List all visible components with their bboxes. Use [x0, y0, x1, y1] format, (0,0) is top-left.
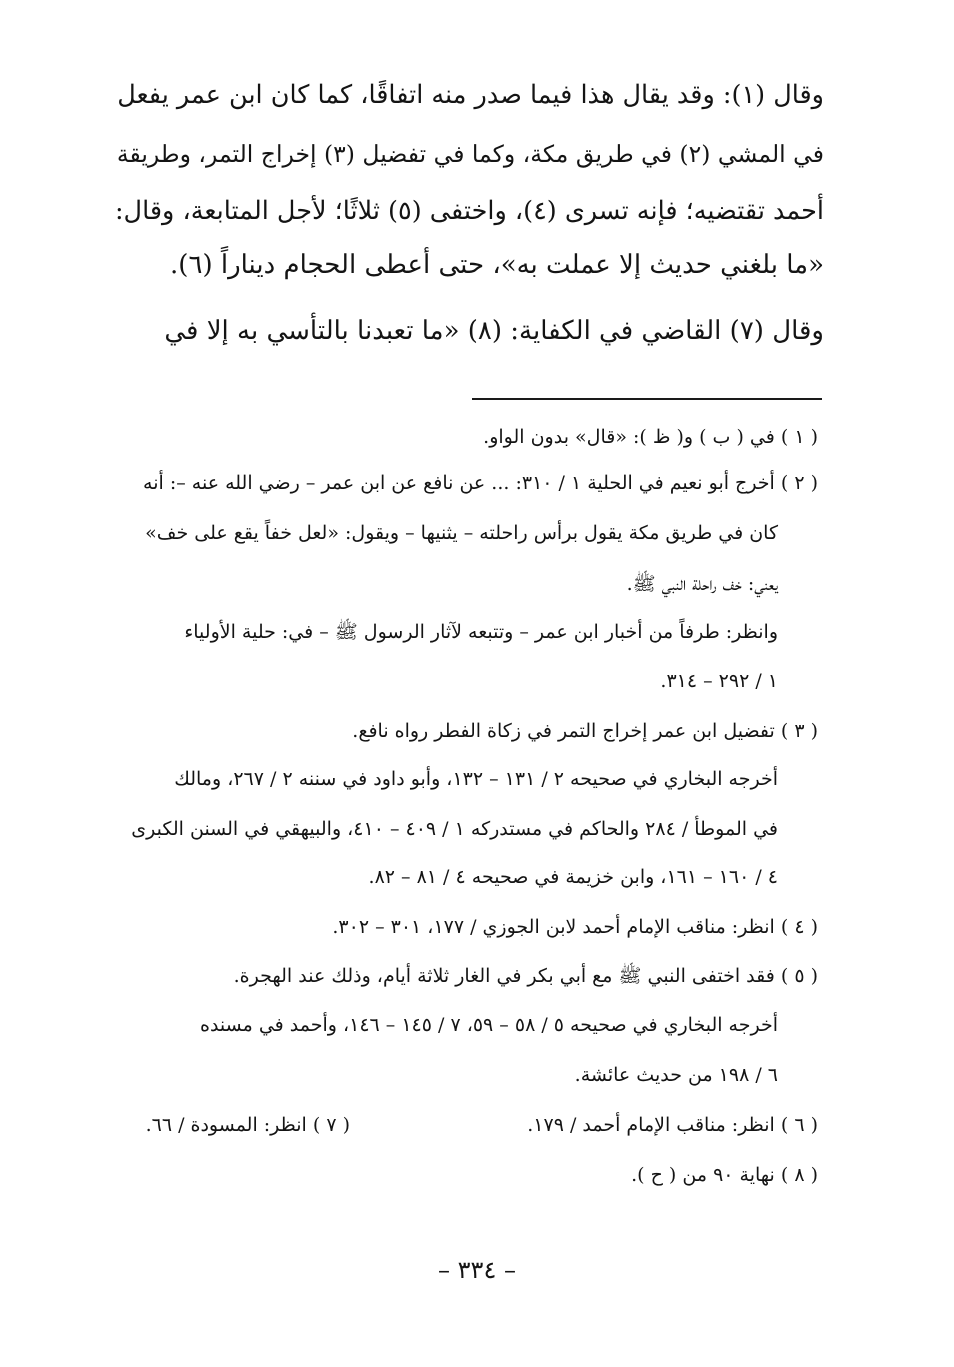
footnote-3-continuation: ٤ / ١٦٠ – ١٦١، وابن خزيمة في صحيحه ٤ / ٨١ – ٨٢. — [368, 866, 778, 888]
main-text-line-4: «ما بلغني حديث إلا عملت به»، حتى أعطى الحجام ديناراً (٦). — [170, 250, 824, 280]
footnote-5: ( ٥ ) فقد اختفى النبي ﷺ مع أبي بكر في الغار ثلاثة أيام، وذلك عند الهجرة. — [233, 965, 818, 987]
footnote-2: ( ٢ ) أخرج أبو نعيم في الحلية ١ / ٣١٠: ... عن نافع عن ابن عمر – رضي الله عنه –: أنه — [143, 472, 818, 494]
footnote-1: ( ١ ) في ( ب ) و( ظ ): «قال» بدون الواو. — [483, 426, 818, 448]
main-text-line-5: وقال (٧) القاضي في الكفاية: (٨) «ما تعبدنا بالتأسي به إلا في — [164, 316, 824, 346]
footnote-4: ( ٤ ) انظر: مناقب الإمام أحمد لابن الجوزي / ١٧٧، ٣٠١ – ٣٠٢. — [332, 916, 818, 938]
footnote-2-continuation: وانظر: طرفاً من أخبار ابن عمر – وتتبعه لآثار الرسول ﷺ – في: حلية الأولياء — [184, 621, 778, 643]
main-text-line-2: في المشي (٢) في طريق مكة، وكما في تفضيل (٣) إخراج التمر، وطريقة — [116, 140, 824, 168]
footnote-3-continuation: في الموطأ / ٢٨٤ والحاكم في مستدركه ١ / ٤٠٩ – ٤١٠، والبيهقي في السنن الكبرى — [131, 818, 778, 840]
main-text-line-1: وقال (١): وقد يقال هذا فيما صدر منه اتفاقًا، كما كان ابن عمر يفعل — [117, 80, 824, 110]
footnote-2-continuation: ١ / ٢٩٢ – ٣١٤. — [660, 670, 778, 692]
footnote-7: ( ٧ ) انظر: المسودة / ٦٦. — [145, 1114, 350, 1136]
footnote-6: ( ٦ ) انظر: مناقب الإمام أحمد / ١٧٩. — [527, 1114, 818, 1136]
footnote-8: ( ٨ ) نهاية ٩٠ من ( ح ). — [631, 1164, 818, 1186]
main-text-line-3: أحمد تقتضيه؛ فإنه تسرى (٤)، واختفى (٥) ثلاثًا؛ لأجل المتابعة، وقال: — [114, 196, 824, 226]
page-number: – ٣٣٤ – — [438, 1256, 516, 1284]
footnote-2-continuation: كان في طريق مكة يقول برأس راحلته – يثنيها – ويقول: «لعل خفاً يقع على خف» — [145, 522, 778, 544]
footnote-3: ( ٣ ) تفضيل ابن عمر إخراج التمر في زكاة الفطر رواه نافع. — [352, 720, 818, 742]
footnote-2-continuation: يعني: خف راحلة النبي ﷺ. — [626, 573, 778, 595]
footnote-separator — [472, 398, 822, 400]
footnote-5-continuation: أخرجه البخاري في صحيحه ٥ / ٥٨ – ٥٩، ٧ / ١٤٥ – ١٤٦، وأحمد في مسنده — [200, 1014, 778, 1036]
footnote-5-continuation: ٦ / ١٩٨ من حديث عائشة. — [574, 1064, 778, 1086]
footnote-3-continuation: أخرجه البخاري في صحيحه ٢ / ١٣١ – ١٣٢، وأبو داود في سننه ٢ / ٢٦٧، ومالك — [174, 768, 778, 790]
